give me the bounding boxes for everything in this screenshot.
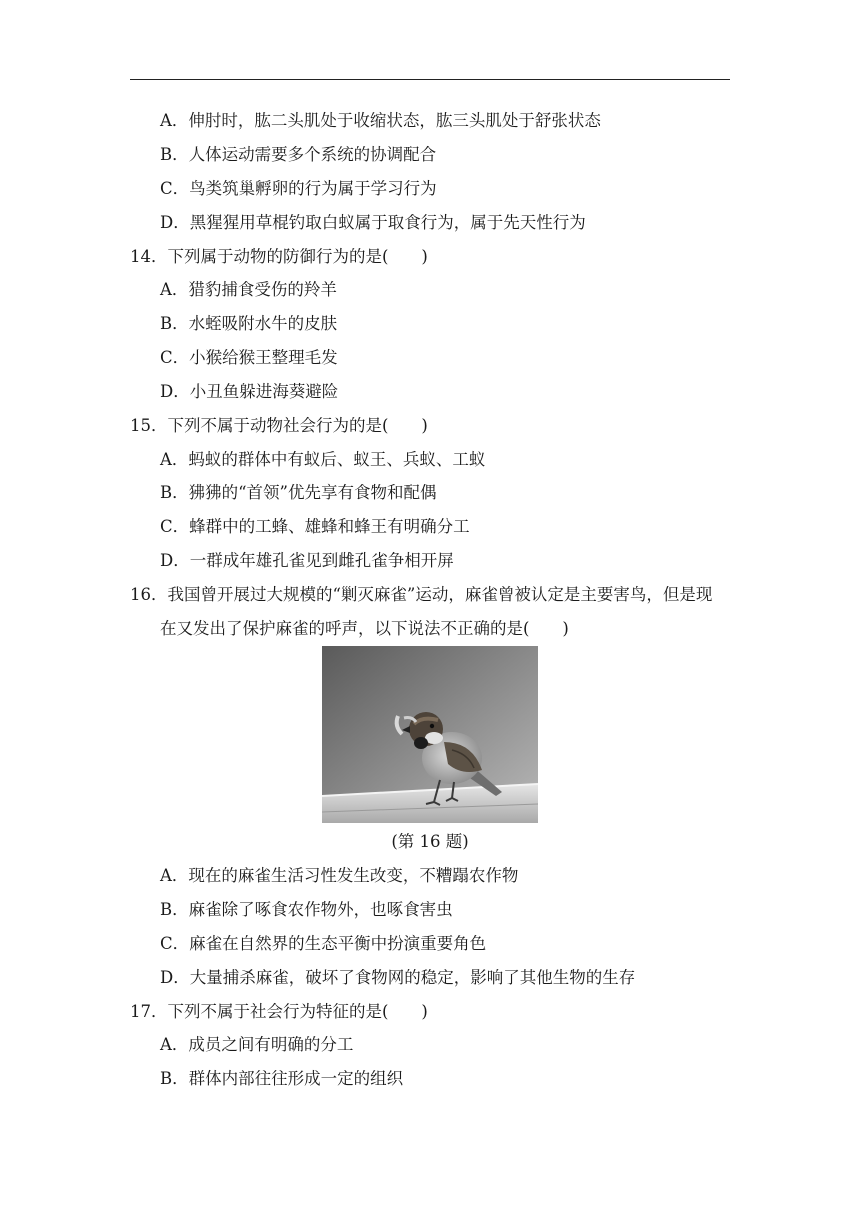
q14-option-d: D．小丑鱼躲进海葵避险 bbox=[160, 382, 339, 401]
q14-option-b: B．水蛭吸附水牛的皮肤 bbox=[160, 314, 338, 333]
q16-option-a: A．现在的麻雀生活习性发生改变，不糟蹋农作物 bbox=[160, 866, 519, 885]
q14-option-c: C．小猴给猴王整理毛发 bbox=[160, 348, 338, 367]
sparrow-photo bbox=[322, 646, 538, 823]
q13-option-b: B．人体运动需要多个系统的协调配合 bbox=[160, 145, 437, 164]
q15-stem: 15．下列不属于动物社会行为的是( ) bbox=[130, 416, 428, 435]
q17-option-b: B．群体内部往往形成一定的组织 bbox=[160, 1069, 404, 1088]
q16-option-b: B．麻雀除了啄食农作物外，也啄食害虫 bbox=[160, 900, 453, 919]
q13-option-a: A．伸肘时，肱二头肌处于收缩状态，肱三头肌处于舒张状态 bbox=[160, 111, 601, 130]
q17-option-a: A．成员之间有明确的分工 bbox=[160, 1035, 354, 1054]
q16-stem-line2: 在又发出了保护麻雀的呼声，以下说法不正确的是( ) bbox=[160, 619, 569, 638]
q16-option-c: C．麻雀在自然界的生态平衡中扮演重要角色 bbox=[160, 934, 487, 953]
q15-option-d: D．一群成年雄孔雀见到雌孔雀争相开屏 bbox=[160, 551, 454, 570]
q15-option-c: C．蜂群中的工蜂、雄蜂和蜂王有明确分工 bbox=[160, 517, 470, 536]
q13-option-c: C．鸟类筑巢孵卵的行为属于学习行为 bbox=[160, 179, 437, 198]
q15-option-b: B．狒狒的“首领”优先享有食物和配偶 bbox=[160, 483, 437, 502]
figure-caption: (第 16 题) bbox=[391, 832, 469, 851]
q15-option-a: A．蚂蚁的群体中有蚁后、蚁王、兵蚁、工蚁 bbox=[160, 450, 486, 469]
q14-option-a: A．猎豹捕食受伤的羚羊 bbox=[160, 280, 337, 299]
q13-option-d: D．黑猩猩用草棍钓取白蚁属于取食行为，属于先天性行为 bbox=[160, 213, 586, 232]
q14-stem: 14．下列属于动物的防御行为的是( ) bbox=[130, 247, 428, 266]
q17-stem: 17．下列不属于社会行为特征的是( ) bbox=[130, 1002, 428, 1021]
q16-option-d: D．大量捕杀麻雀，破坏了食物网的稳定，影响了其他生物的生存 bbox=[160, 968, 636, 987]
header-rule bbox=[130, 79, 730, 80]
q16-stem-line1: 16．我国曾开展过大规模的“剿灭麻雀”运动，麻雀曾被认定是主要害鸟，但是现 bbox=[130, 585, 713, 604]
